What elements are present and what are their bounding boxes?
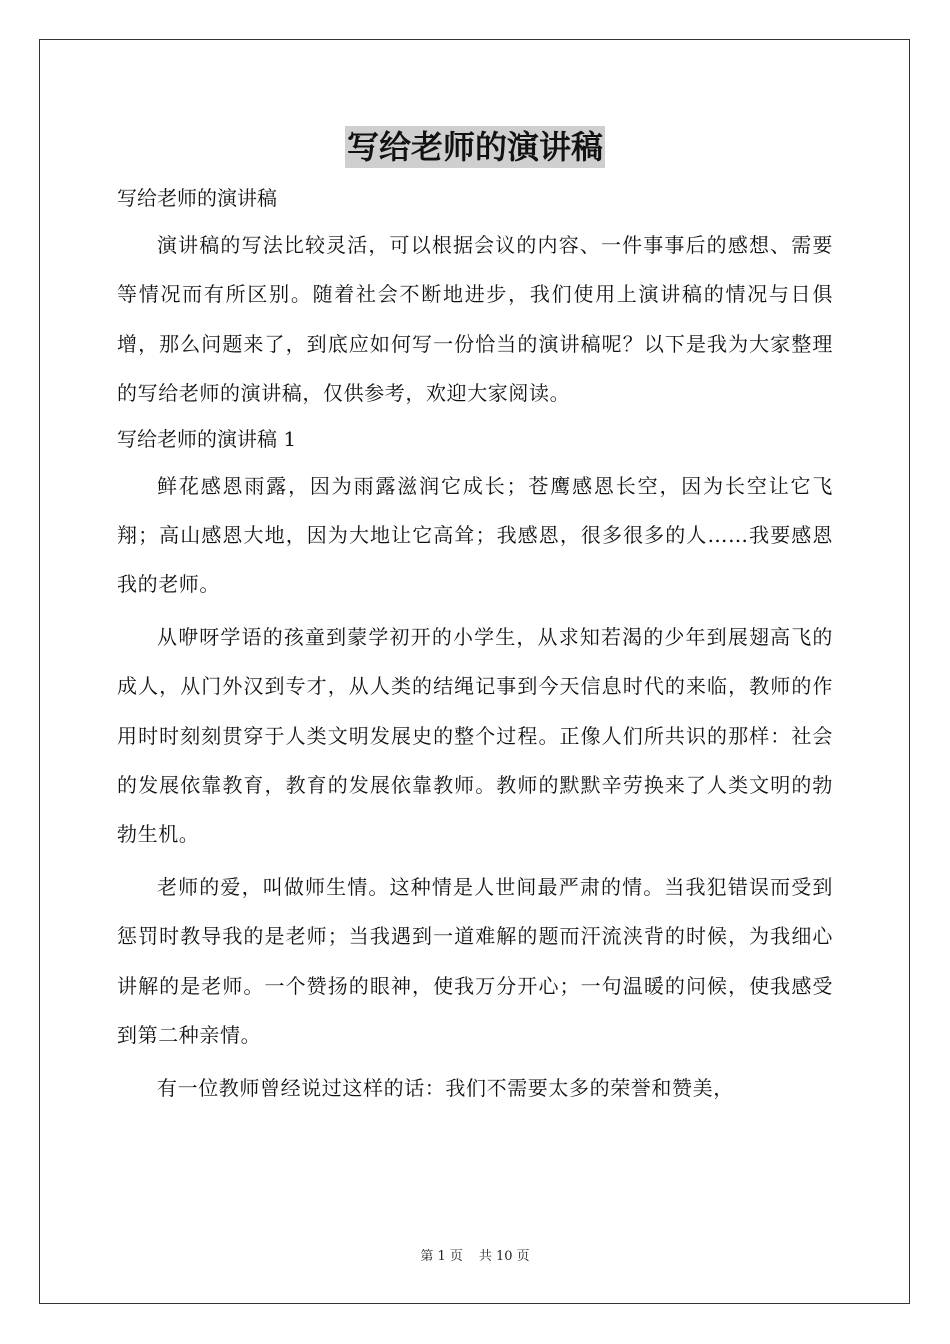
document-body: [117, 178, 833, 1113]
title-container: [0, 126, 950, 168]
body-paragraph: 有一位教师曾经说过这样的话：我们不需要太多的荣誉和赞美，: [157, 1075, 734, 1100]
intro-paragraph: 演讲稿的写法比较灵活，可以根据会议的内容、一件事事后的感想、需要等情况而有所区别。随着社会不断地进步，我们使用上演讲稿的情况与日俱增，那么问题来了，到底应如何写一份恰当的演讲稿呢？以下是我为大家整理的写给老师的演讲稿，仅供参考，欢迎大家阅读。: [117, 233, 833, 406]
intro-heading: 写给老师的演讲稿: [117, 186, 277, 210]
section-heading: 写给老师的演讲稿 1: [117, 426, 297, 451]
body-paragraph: 鲜花感恩雨露，因为雨露滋润它成长；苍鹰感恩长空，因为长空让它飞翔；高山感恩大地，因为大地让它高耸；我感恩，很多很多的人……我要感恩我的老师。: [117, 473, 833, 597]
document-title: 写给老师的演讲稿: [346, 128, 603, 166]
page-footer: [0, 1248, 950, 1266]
body-paragraph: 老师的爱，叫做师生情。这种情是人世间最严肃的情。当我犯错误而受到惩罚时教导我的是老师；当我遇到一道难解的题而汗流浃背的时候，为我细心讲解的是老师。一个赞扬的眼神，使我万分开心；一句温暖的问候，使我感受到第二种亲情。: [117, 874, 833, 1048]
body-paragraph: 从咿呀学语的孩童到蒙学初开的小学生，从求知若渴的少年到展翅高飞的成人，从门外汉到专才，从人类的结绳记事到今天信息时代的来临，教师的作用时时刻刻贯穿于人类文明发展史的整个过程。正像人们所共识的那样：社会的发展依靠教育，教育的发展依靠教师。教师的默默辛劳换来了人类文明的勃勃生机。: [117, 624, 833, 847]
page-number: 第 1 页: [420, 1249, 463, 1264]
page-total: 共 10 页: [478, 1249, 530, 1264]
